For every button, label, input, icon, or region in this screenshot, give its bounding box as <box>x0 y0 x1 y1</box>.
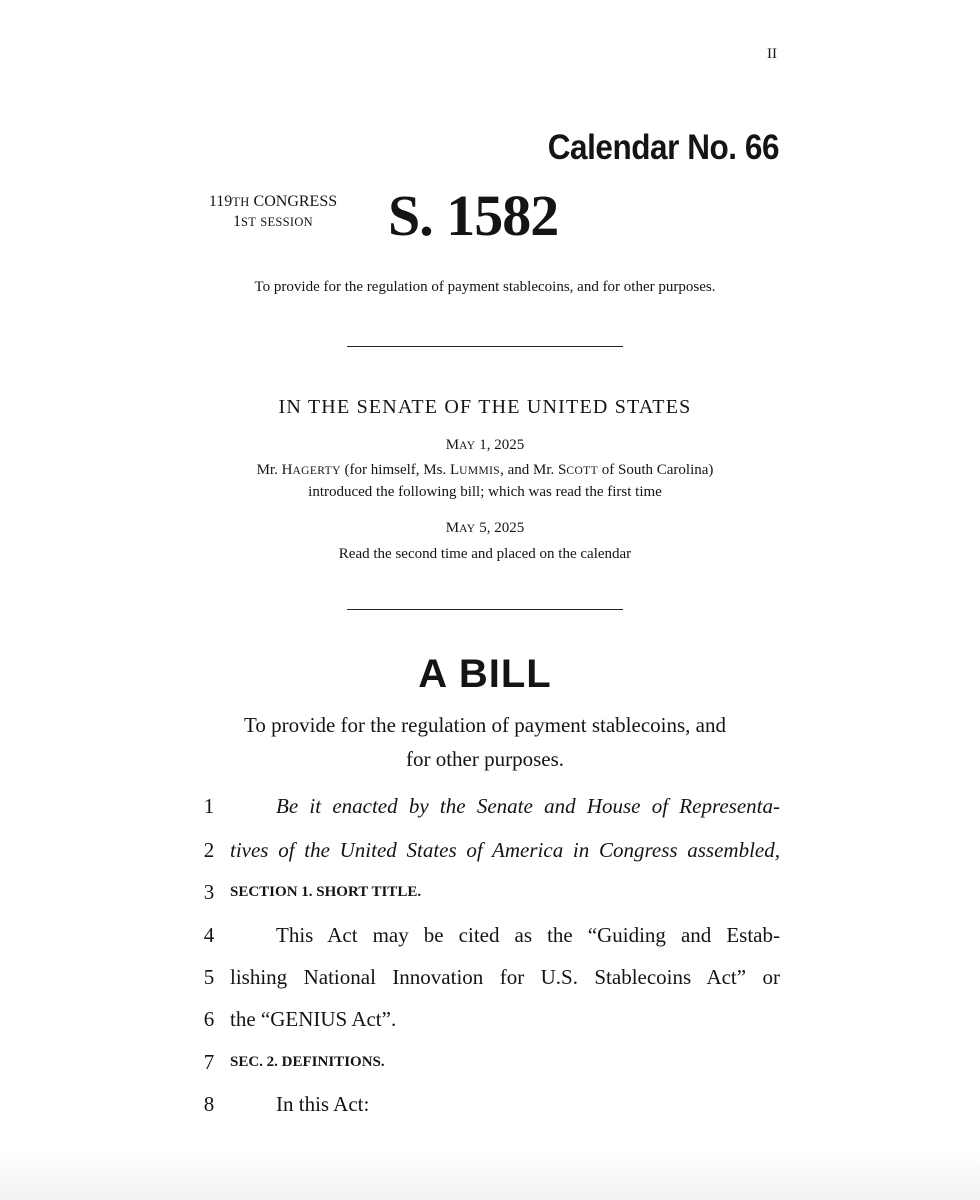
page-mark: II <box>767 46 777 62</box>
date-second-reading: MAY 5, 2025 <box>445 520 525 536</box>
line-text: tives of the United States of America in Congress assembled, <box>230 838 780 862</box>
line-number: 8 <box>203 1092 215 1116</box>
bill-long-title <box>170 708 800 776</box>
read-second-line: Read the second time and placed on the calendar <box>338 546 632 562</box>
section-heading: SEC. 2. DEFINITIONS. <box>230 1054 385 1070</box>
bill-line <box>196 835 780 865</box>
line-text: Be it enacted by the Senate and House of Representa- <box>276 794 780 818</box>
divider-rule-bottom <box>347 609 623 610</box>
long-title-line-1: To provide for the regulation of payment stablecoins, and <box>244 713 726 737</box>
page-bottom-shadow <box>0 1150 980 1200</box>
line-text: This Act may be cited as the “Guiding and Estab- <box>276 923 780 947</box>
line-number: 2 <box>203 838 215 862</box>
section-heading: SECTION 1. SHORT TITLE. <box>230 884 422 900</box>
line-text: lishing National Innovation for U.S. Stablecoins Act” or <box>230 965 780 989</box>
congress-session <box>180 192 366 232</box>
line-number: 7 <box>203 1050 215 1074</box>
bill-line <box>196 1089 780 1119</box>
long-title-line-2: for other purposes. <box>405 747 565 771</box>
short-purpose: To provide for the regulation of payment stablecoins, and for other purposes. <box>254 279 716 295</box>
bill-line <box>196 920 780 950</box>
session-line: 1ST SESSION <box>233 213 313 230</box>
bill-number: S. 1582 <box>388 183 559 248</box>
bill-line <box>196 1004 780 1034</box>
bill-line <box>196 962 780 992</box>
bill-line <box>196 1047 780 1077</box>
line-text: In this Act: <box>276 1092 370 1116</box>
date-introduced: MAY 1, 2025 <box>445 437 525 453</box>
line-number: 4 <box>203 923 215 947</box>
line-number: 5 <box>203 965 215 989</box>
congress-line: 119TH CONGRESS <box>208 193 338 210</box>
line-number: 3 <box>203 880 215 904</box>
introduced-line: introduced the following bill; which was read the first time <box>308 484 662 500</box>
sponsors-line: Mr. HAGERTY (for himself, Ms. LUMMIS, and Mr. SCOTT of South Carolina) <box>256 462 714 478</box>
line-number: 6 <box>203 1007 215 1031</box>
line-text: the “GENIUS Act”. <box>230 1007 397 1031</box>
bill-line <box>196 791 780 821</box>
senate-heading: IN THE SENATE OF THE UNITED STATES <box>278 396 692 418</box>
calendar-number: Calendar No. 66 <box>547 128 779 167</box>
divider-rule-top <box>347 346 623 347</box>
bill-line <box>196 877 780 907</box>
bill-label: A BILL <box>418 652 552 696</box>
line-number: 1 <box>203 794 215 818</box>
